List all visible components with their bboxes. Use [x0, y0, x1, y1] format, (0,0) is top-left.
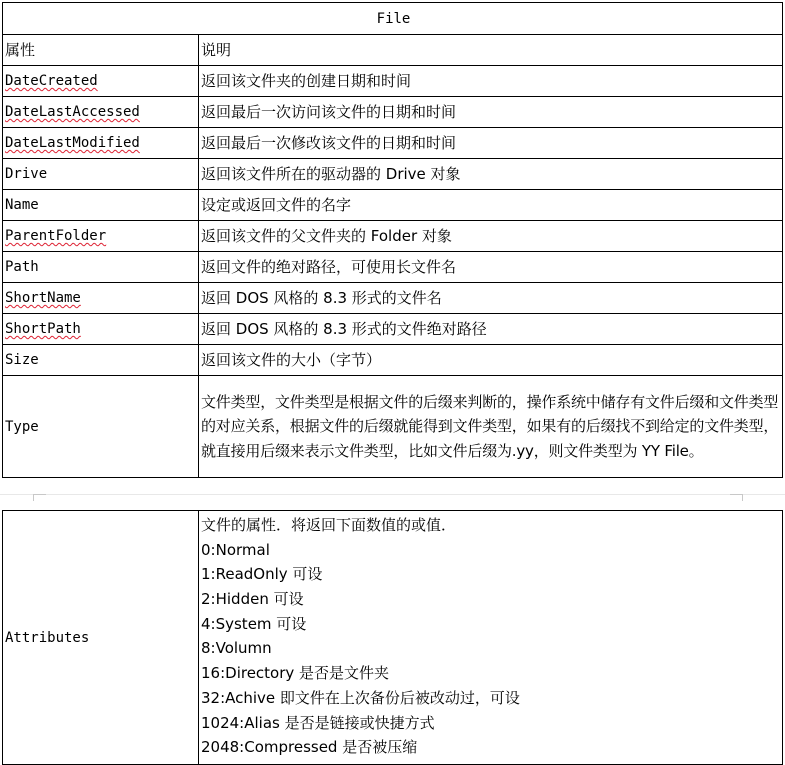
- table-row: [3, 190, 783, 221]
- property-name: [3, 66, 199, 97]
- table-row: [3, 128, 783, 159]
- property-description: 返回该文件的大小（字节）: [199, 345, 783, 376]
- property-name-text: Drive: [5, 166, 48, 182]
- property-description: 返回文件的绝对路径，可使用长文件名: [199, 252, 783, 283]
- table-row: [3, 97, 783, 128]
- property-description: 返回该文件所在的驱动器的 Drive 对象: [199, 159, 783, 190]
- property-description: 返回该文件夹的创建日期和时间: [199, 66, 783, 97]
- table-row: [3, 252, 783, 283]
- table-title: File: [3, 3, 783, 35]
- attributes-name: Attributes: [3, 511, 199, 765]
- table-row: [3, 283, 783, 314]
- property-name-text: Size: [5, 352, 39, 368]
- property-name-text: ShortPath: [5, 321, 81, 337]
- attribute-line: 1:ReadOnly 可设: [201, 565, 323, 584]
- table-row: [3, 314, 783, 345]
- table-row-type: [3, 376, 783, 478]
- property-description: 返回 DOS 风格的 8.3 形式的文件绝对路径: [199, 314, 783, 345]
- property-name: [3, 345, 199, 376]
- property-description: 返回 DOS 风格的 8.3 形式的文件名: [199, 283, 783, 314]
- header-property: 属性: [3, 35, 199, 66]
- attribute-line: 文件的属性．将返回下面数值的或值．: [201, 516, 457, 534]
- attribute-line: 4:System 可设: [201, 614, 307, 633]
- attribute-line: 16:Directory 是否是文件夹: [201, 664, 390, 683]
- page-corner-mark-left: [33, 494, 46, 501]
- property-name: [3, 221, 199, 252]
- table-row: [3, 159, 783, 190]
- property-name: [3, 283, 199, 314]
- file-properties-table: [2, 2, 783, 478]
- property-name: [3, 159, 199, 190]
- page-corner-mark-right: [730, 494, 743, 501]
- property-name: [3, 128, 199, 159]
- attribute-line: 0:Normal: [201, 540, 270, 559]
- property-name: [3, 190, 199, 221]
- property-name-text: DateLastModified: [5, 135, 140, 151]
- attribute-line: 2048:Compressed 是否被压缩: [201, 738, 418, 757]
- attributes-table: [2, 510, 783, 765]
- attribute-line: 2:Hidden 可设: [201, 590, 304, 609]
- property-name-text: Name: [5, 197, 39, 213]
- attribute-line: 32:Achive 即文件在上次备份后被改动过，可设: [201, 688, 520, 707]
- property-name: [3, 97, 199, 128]
- attributes-description: [199, 511, 783, 765]
- property-description: 返回最后一次访问该文件的日期和时间: [199, 97, 783, 128]
- table-row: [3, 66, 783, 97]
- property-description: 返回最后一次修改该文件的日期和时间: [199, 128, 783, 159]
- property-name-text: ParentFolder: [5, 228, 107, 244]
- attribute-line: 8:Volumn: [201, 639, 272, 658]
- property-name: Type: [3, 376, 199, 478]
- property-description: 返回该文件的父文件夹的 Folder 对象: [199, 221, 783, 252]
- property-name-text: DateCreated: [5, 73, 98, 89]
- property-name-text: Path: [5, 259, 39, 275]
- table-row: [3, 345, 783, 376]
- property-name: [3, 252, 199, 283]
- property-name-text: ShortName: [5, 290, 81, 306]
- property-name: [3, 314, 199, 345]
- header-description: 说明: [199, 35, 783, 66]
- property-description: 设定或返回文件的名字: [199, 190, 783, 221]
- property-name-text: DateLastAccessed: [5, 104, 140, 120]
- page-break-line: [0, 494, 785, 495]
- property-description-type: 文件类型，文件类型是根据文件的后缀来判断的，操作系统中储存有文件后缀和文件类型的对应关系，根据文件的后缀就能得到文件类型，如果有的后缀找不到给定的文件类型，就直接用后缀来表示文件类型，比如文件后缀为.yy，则文件类型为 YY File。: [199, 376, 783, 478]
- attribute-line: 1024:Alias 是否是链接或快捷方式: [201, 713, 435, 732]
- table-row: [3, 221, 783, 252]
